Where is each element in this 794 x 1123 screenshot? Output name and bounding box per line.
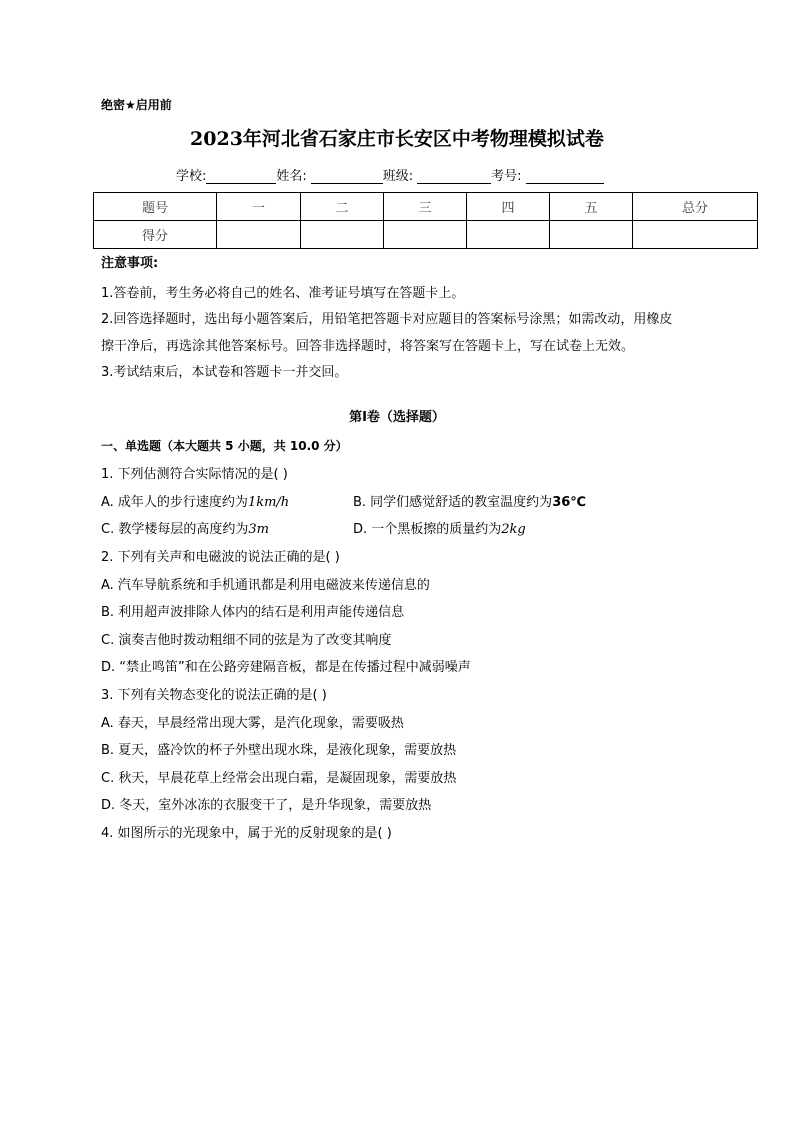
score-table-score-row [94,221,758,249]
score-header-cell: 四 [467,193,550,221]
question-1-option-a [101,491,289,510]
question-2-option-a: A. 汽车导航系统和手机通讯都是利用电磁波来传递信息的 [101,578,430,593]
question-4-stem: 4. 如图所示的光现象中，属于光的反射现象的是( ) [101,826,392,841]
option-text: C. 教学楼每层的高度约为 [101,522,249,537]
exam-title: 2023年河北省石家庄市长安区中考物理模拟试卷 [190,128,604,150]
confidential-label: 绝密★启用前 [101,98,172,112]
score-cell[interactable] [217,221,301,249]
question-2-stem: 2. 下列有关声和电磁波的说法正确的是( ) [101,550,340,565]
score-cell[interactable] [467,221,550,249]
score-cell[interactable] [384,221,467,249]
name-label: 姓名: [276,169,307,184]
option-text: B. 同学们感觉舒适的教室温度约为 [353,495,553,510]
option-text: A. 成年人的步行速度约为 [101,495,248,510]
question-1-option-b [353,491,586,510]
question-3-option-b: B. 夏天，盛冷饮的杯子外壁出现水珠，是液化现象，需要放热 [101,743,457,758]
option-math: 36℃ [552,495,587,510]
question-3-option-c: C. 秋天，早晨花草上经常会出现白霜，是凝固现象，需要放热 [101,771,457,786]
notice-line: 3.考试结束后，本试卷和答题卡一并交回。 [101,365,348,380]
question-3-stem: 3. 下列有关物态变化的说法正确的是( ) [101,688,327,703]
question-2-option-c: C. 演奏吉他时拨动粗细不同的弦是为了改变其响度 [101,633,392,648]
score-header-cell: 三 [384,193,467,221]
score-header-cell: 二 [301,193,384,221]
class-label: 班级: [382,169,414,184]
name-blank[interactable] [311,170,383,184]
question-2-option-d: D. “禁止鸣笛”和在公路旁建隔音板，都是在传播过程中减弱噪声 [101,660,471,675]
score-row-label: 得分 [94,221,217,249]
section-title: 第I卷（选择题） [349,410,445,425]
score-header-cell: 一 [217,193,301,221]
score-header-cell: 总分 [633,193,758,221]
question-1-option-d [353,518,526,537]
score-table [93,192,758,249]
score-cell[interactable] [301,221,384,249]
option-text: D. 一个黑板擦的质量约为 [353,522,502,537]
option-math: 3m [248,522,269,537]
student-info-row [176,165,604,184]
section-subtitle: 一、单选题（本大题共 5 小题，共 10.0 分） [101,439,348,453]
option-math: 2kg [501,522,526,537]
question-2-option-b: B. 利用超声波排除人体内的结石是利用声能传递信息 [101,605,405,620]
notice-line: 2.回答选择题时，选出每小题答案后，用铅笔把答题卡对应题目的答案标号涂黑；如需改动，用橡皮 [101,312,673,327]
school-blank[interactable] [206,170,276,184]
exam-no-label: 考号: [491,169,522,184]
class-blank[interactable] [417,170,491,184]
question-3-option-d: D. 冬天，室外冰冻的衣服变干了，是升华现象，需要放热 [101,798,432,813]
exam-no-blank[interactable] [526,170,604,184]
score-header-cell: 五 [550,193,633,221]
question-1-stem: 1. 下列估测符合实际情况的是( ) [101,467,288,482]
score-header-cell: 题号 [94,193,217,221]
score-cell[interactable] [550,221,633,249]
notice-line: 1.答卷前，考生务必将自己的姓名、准考证号填写在答题卡上。 [101,286,465,301]
score-cell[interactable] [633,221,758,249]
score-table-header-row [94,193,758,221]
option-math: 1km/h [247,495,290,510]
question-3-option-a: A. 春天，早晨经常出现大雾，是汽化现象，需要吸热 [101,716,404,731]
notice-line: 擦干净后，再选涂其他答案标号。回答非选择题时，将答案写在答题卡上，写在试卷上无效。 [101,339,635,354]
question-1-option-c [101,518,269,537]
notice-title: 注意事项: [101,256,159,271]
school-label: 学校: [176,169,207,184]
